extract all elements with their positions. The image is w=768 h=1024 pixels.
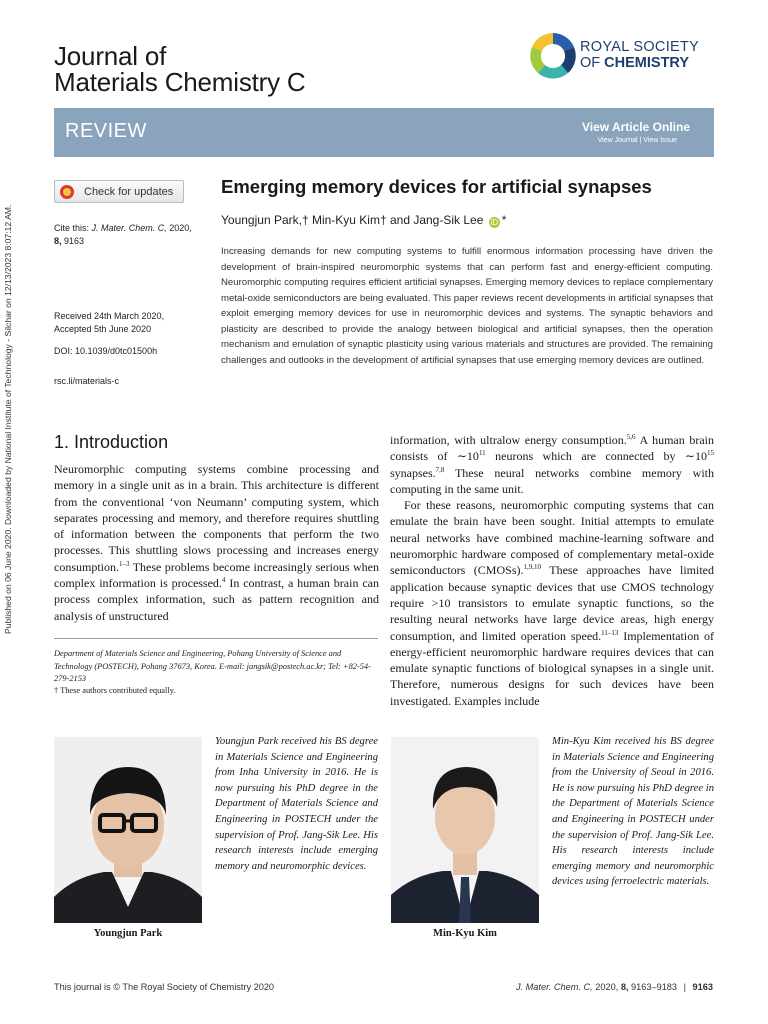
abstract: Increasing demands for new computing systems to fulfill enormous information processing have driven the development of brain-inspired neuromorphic systems that can perform fast and energy-efficient computing. Neuromorphic computing requires efficient artificial synapses. Emerging memory devices to replace complementary metal-oxide semiconductors are being evaluated. This paper reviews recent developments in artificial synapses that exploit emerging memory devices for use in neuromorphic devices and systems. The synaptic behaviors and plasticity are described to provide the analogy between biological and artificial synapses, then the operation mechanism and emulation of synaptic plasticity using various materials and structures are provided. The remaining challenges and outlooks in the development of artificial synapses that use emerging memory devices are outlined. (221, 246, 713, 366)
portrait-image (54, 737, 202, 923)
article-type-label: REVIEW (65, 120, 147, 142)
crossmark-icon (60, 185, 74, 199)
intro-right-column (390, 432, 714, 709)
intro-paragraph-2: information, with ultralow energy consumption.$^{5,6}$ A human brain consists of $\sim 10^{11}$ neurons which are connected by $\sim 10^{15}$ synapses.$^{7,8}$ These neural networks combine memory with computing in the same unit. (390, 433, 714, 496)
intro-left-column (54, 461, 379, 624)
received-dates: Received 24th March 2020, Accepted 5th June 2020 (54, 311, 165, 334)
affiliation-footnote: Department of Materials Science and Engineering, Pohang University of Science and Technology (POSTECH), Pohang 37673, Korea. E-mail: jangsik@postech.ac.kr; Tel: +82-54-279-2153 (54, 649, 371, 683)
section-heading-introduction: 1. Introduction (54, 432, 169, 452)
journal-site-link[interactable]: rsc.li/materials-c (54, 376, 120, 386)
rsc-logo-icon (528, 29, 578, 83)
page-citation-footer: J. Mater. Chem. C, 2020, 8, 9163–9183 | 9163 (515, 982, 713, 992)
equal-contribution-footnote: † These authors contributed equally. (54, 686, 176, 695)
author-caption: Youngjun Park (93, 928, 163, 939)
article-title: Emerging memory devices for artificial synapses (221, 176, 652, 197)
intro-paragraph-1: Neuromorphic computing systems combine processing and memory in a single unit as in a brain. This architecture is different from the conventional ‘von Neumann’ computing system, which separates processing and memory, and therefore requires shuttling of information between the components that perform the two processes. This shuttling slows processing and increases energy consumption.$^{1-3}$ These problems become increasingly serious when complex information is processed.$^4$ In contrast, a human brain can process complex information, such as pattern recognition and analysis of unstructured (54, 462, 379, 623)
intro-paragraph-3: For these reasons, neuromorphic computing systems that can emulate the brain have been sought. Initial attempts to emulate neural networks have combined machine-learning software and neuromorphic hardware composed of complementary metal-oxide semiconductors (CMOSs).$^{1,9,10}$ These approaches have limited application because synaptic devices that use CMOS technology require >10 transistors to emulate synaptic functions, so the resulting neural networks have large device areas, high energy consumption, and limited operation speed.$^{11-13}$ Implementation of energy-efficient neuromorphic hardware requires devices that can emulate synaptic functions of biological synapses in a single unit. Therefore, numerous designs for such devices have been investigated. Examples include (390, 498, 714, 708)
author-bio: Min-Kyu Kim received his BS degree in Materials Science and Engineering from the University of Seoul in 2016. He is now pursuing his PhD degree in the Department of Materials Science and Engineering in POSTECH under the supervision of Prof. Jang-Sik Lee. His research interests include emerging memory and neuromorphic devices using ferroelectric materials. (552, 736, 714, 888)
citation: Cite this: J. Mater. Chem. C, 2020, 8, 9163 (54, 223, 192, 246)
author-list: Youngjun Park,† Min-Kyu Kim† and Jang-Sik Lee iD * (221, 213, 507, 227)
author-caption: Min-Kyu Kim (433, 928, 497, 939)
journal-title-line2: Materials Chemistry C (54, 67, 306, 97)
view-journal-issue-links[interactable]: View Journal | View Issue (597, 137, 677, 144)
download-note-text: Published on 06 June 2020. Downloaded by National Institute of Technology - Silchar on 12/13/2023 8:07:12 AM. (3, 204, 13, 634)
copyright-footer: This journal is © The Royal Society of Chemistry 2020 (54, 982, 275, 992)
orcid-icon[interactable]: iD (490, 218, 499, 227)
review-banner (54, 108, 714, 157)
author-photo-youngjun-park (54, 737, 202, 923)
page-number: 9163 (692, 982, 713, 992)
doi[interactable]: DOI: 10.1039/d0tc01500h (54, 346, 158, 356)
journal-title-line1: Journal of (54, 41, 167, 71)
download-note (3, 128, 17, 634)
journal-title[interactable] (54, 43, 306, 95)
view-article-online-link[interactable]: View Article Online (581, 120, 690, 134)
portrait-image (391, 737, 539, 923)
author-bio: Youngjun Park received his BS degree in Materials Science and Engineering from Inha University in 2016. He is now pursuing his PhD degree in the Department of Materials Science and Engineering in POSTECH under the supervision of Prof. Jang-Sik Lee. His research interests include emerging memory and neuromorphic devices. (215, 736, 378, 872)
rsc-logo[interactable] (528, 29, 718, 83)
rsc-logo-text: ROYAL SOCIETY OF CHEMISTRY (580, 39, 700, 71)
author-photo-min-kyu-kim (391, 737, 539, 923)
check-for-updates-label: Check for updates (84, 185, 174, 198)
footnote-divider (54, 638, 378, 639)
check-for-updates-button[interactable] (54, 180, 184, 203)
